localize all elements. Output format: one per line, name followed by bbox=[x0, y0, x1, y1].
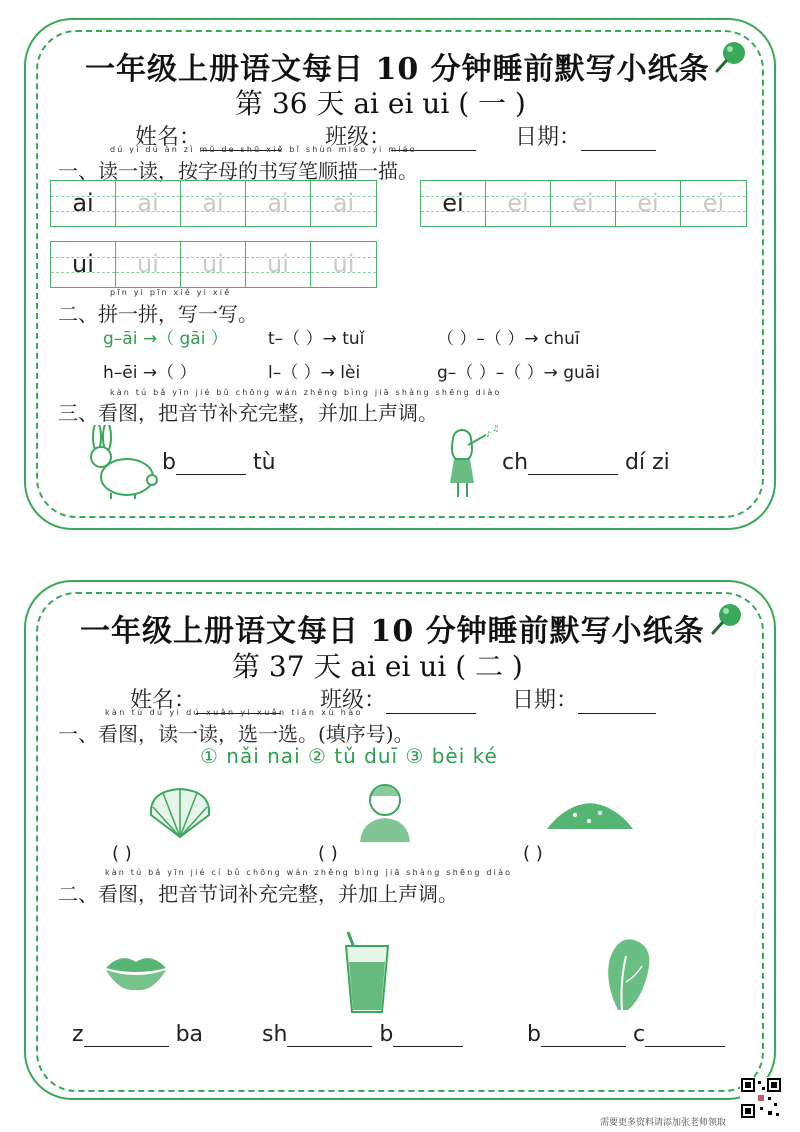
class-blank[interactable] bbox=[386, 694, 476, 714]
lesson-subtitle-2: 第 37 天 ai ei ui ( 二 ) bbox=[232, 650, 523, 683]
grid-cell[interactable] bbox=[116, 242, 181, 287]
page-title-2: 一年级上册语文每日 10 分钟睡前默写小纸条 bbox=[80, 614, 705, 649]
exercise-item[interactable]: （ ）–（ ）→ chuī bbox=[437, 329, 580, 349]
fill-in-juice[interactable] bbox=[262, 1022, 463, 1047]
fill-suffix: ba bbox=[175, 1022, 204, 1047]
grandma-icon bbox=[350, 778, 420, 843]
answer-blank[interactable] bbox=[541, 1027, 626, 1047]
section-heading: 一、读一读，按字母的书写笔顺描一描。 bbox=[58, 159, 418, 183]
grid-cell[interactable] bbox=[246, 242, 311, 287]
letter-trace: ui bbox=[137, 250, 159, 278]
fill-prefix: b bbox=[162, 450, 176, 475]
grid-cell[interactable] bbox=[181, 181, 246, 226]
dirt-pile-icon bbox=[545, 795, 635, 835]
answer-blank[interactable] bbox=[84, 1027, 169, 1047]
class-label: 班级： bbox=[325, 125, 392, 150]
svg-text:♪: ♪ bbox=[486, 430, 492, 439]
section-pinyin: kàn tú bǎ yīn jié bǔ chōng wán zhěng bìng jiā shàng shēng diào bbox=[110, 388, 502, 397]
pushpin-icon bbox=[710, 602, 744, 636]
trace-grid-ui bbox=[50, 241, 377, 288]
date-field-1[interactable] bbox=[515, 120, 656, 151]
answer-blank[interactable] bbox=[645, 1027, 725, 1047]
fill-prefix: sh bbox=[262, 1022, 288, 1047]
fill-prefix: b bbox=[527, 1022, 541, 1047]
pushpin-icon bbox=[714, 40, 748, 74]
answer-blank[interactable] bbox=[528, 455, 618, 475]
fill-mid: b bbox=[379, 1022, 394, 1047]
date-label: 日期： bbox=[512, 688, 579, 713]
grid-cell bbox=[421, 181, 486, 226]
grid-cell[interactable] bbox=[486, 181, 551, 226]
fill-in-rabbit[interactable] bbox=[162, 450, 276, 475]
date-label: 日期： bbox=[515, 125, 582, 150]
exercise-item[interactable]: t–（ ）→ tuǐ bbox=[268, 329, 365, 349]
answer-paren[interactable]: ( ) bbox=[523, 843, 543, 864]
letter-trace: ei bbox=[702, 189, 725, 217]
section-heading: 二、看图，把音节词补充完整，并加上声调。 bbox=[58, 882, 458, 906]
letter-trace: ai bbox=[137, 189, 159, 217]
letter-example: ai bbox=[72, 189, 94, 217]
seashell-icon bbox=[145, 785, 215, 840]
fill-in-lips[interactable] bbox=[72, 1022, 203, 1047]
juice-glass-icon bbox=[342, 930, 392, 1015]
grid-cell[interactable] bbox=[116, 181, 181, 226]
qr-code-icon[interactable] bbox=[740, 1077, 782, 1119]
section-pinyin: kàn tú bǎ yīn jié cí bǔ chōng wán zhěng bìng jiā shàng shēng diào bbox=[105, 868, 513, 877]
date-blank[interactable] bbox=[578, 694, 656, 714]
grid-cell[interactable] bbox=[681, 181, 746, 226]
class-label: 班级： bbox=[320, 688, 387, 713]
fill-prefix: ch bbox=[502, 450, 529, 475]
date-field-2[interactable] bbox=[512, 683, 656, 714]
fill-suffix: dí zi bbox=[625, 450, 670, 475]
fill-suffix: tù bbox=[252, 450, 276, 475]
section-pinyin: pīn yi pīn xiě yi xiě bbox=[110, 288, 232, 297]
letter-trace: ai bbox=[332, 189, 355, 217]
section-pinyin: kàn tú dú yi dú xuǎn yi xuǎn tián xù hào bbox=[105, 708, 363, 717]
answer-blank[interactable] bbox=[176, 455, 246, 475]
answer-paren[interactable]: ( ) bbox=[318, 843, 338, 864]
exercise-item[interactable]: h–ēi →（ ） bbox=[103, 363, 197, 383]
answer-blank[interactable] bbox=[393, 1027, 463, 1047]
letter-trace: ui bbox=[202, 250, 224, 278]
grid-cell[interactable] bbox=[311, 181, 376, 226]
grid-cell bbox=[51, 181, 116, 226]
grid-cell bbox=[51, 242, 116, 287]
letter-example: ui bbox=[72, 250, 94, 278]
letter-trace: ui bbox=[332, 250, 355, 278]
answer-paren[interactable]: ( ) bbox=[112, 843, 132, 864]
cabbage-icon bbox=[598, 932, 658, 1012]
page-title-1: 一年级上册语文每日 10 分钟睡前默写小纸条 bbox=[85, 52, 710, 87]
lips-icon bbox=[103, 950, 169, 992]
girl-flute-icon bbox=[440, 425, 500, 500]
choice-options: ① nǎi nai ② tǔ duī ③ bèi ké bbox=[200, 744, 498, 768]
letter-trace: ai bbox=[267, 189, 289, 217]
name-label: 姓名： bbox=[135, 125, 202, 150]
letter-trace: ei bbox=[572, 189, 594, 217]
lesson-subtitle-1: 第 36 天 ai ei ui ( 一 ) bbox=[235, 87, 526, 120]
section-pinyin: dú yi dú àn zì mǔ de shū xiě bǐ shùn miáo yi miáo bbox=[110, 145, 417, 154]
exercise-item[interactable]: l–（ ）→ lèi bbox=[268, 363, 361, 383]
example-item: g–āi →（ gāi ） bbox=[103, 329, 228, 349]
section-heading: 一、看图，读一读，选一选。(填序号)。 bbox=[58, 722, 414, 746]
fill-in-cabbage[interactable] bbox=[527, 1022, 725, 1047]
grid-cell[interactable] bbox=[246, 181, 311, 226]
letter-trace: ui bbox=[267, 250, 289, 278]
grid-cell[interactable] bbox=[616, 181, 681, 226]
name-label: 姓名： bbox=[130, 688, 197, 713]
trace-grid-ai bbox=[50, 180, 377, 227]
rabbit-icon bbox=[75, 425, 160, 500]
section-heading: 二、拼一拼，写一写。 bbox=[58, 302, 258, 326]
grid-cell[interactable] bbox=[551, 181, 616, 226]
section-heading: 三、看图，把音节补充完整，并加上声调。 bbox=[58, 401, 438, 425]
letter-example: ei bbox=[442, 189, 464, 217]
trace-grid-ei bbox=[420, 180, 747, 227]
letter-trace: ei bbox=[507, 189, 529, 217]
fill-mid: c bbox=[632, 1022, 646, 1047]
grid-cell[interactable] bbox=[181, 242, 246, 287]
answer-blank[interactable] bbox=[287, 1027, 372, 1047]
svg-text:♫: ♫ bbox=[492, 425, 500, 433]
footer-note: 需要更多资料请添加张老师领取 bbox=[600, 1118, 727, 1128]
letter-trace: ei bbox=[637, 189, 659, 217]
letter-trace: ai bbox=[202, 189, 224, 217]
fill-prefix: z bbox=[72, 1022, 84, 1047]
exercise-item[interactable]: g–（ ）–（ ）→ guāi bbox=[437, 363, 600, 383]
date-blank[interactable] bbox=[581, 131, 656, 151]
fill-in-flute[interactable] bbox=[502, 450, 670, 475]
grid-cell[interactable] bbox=[311, 242, 376, 287]
